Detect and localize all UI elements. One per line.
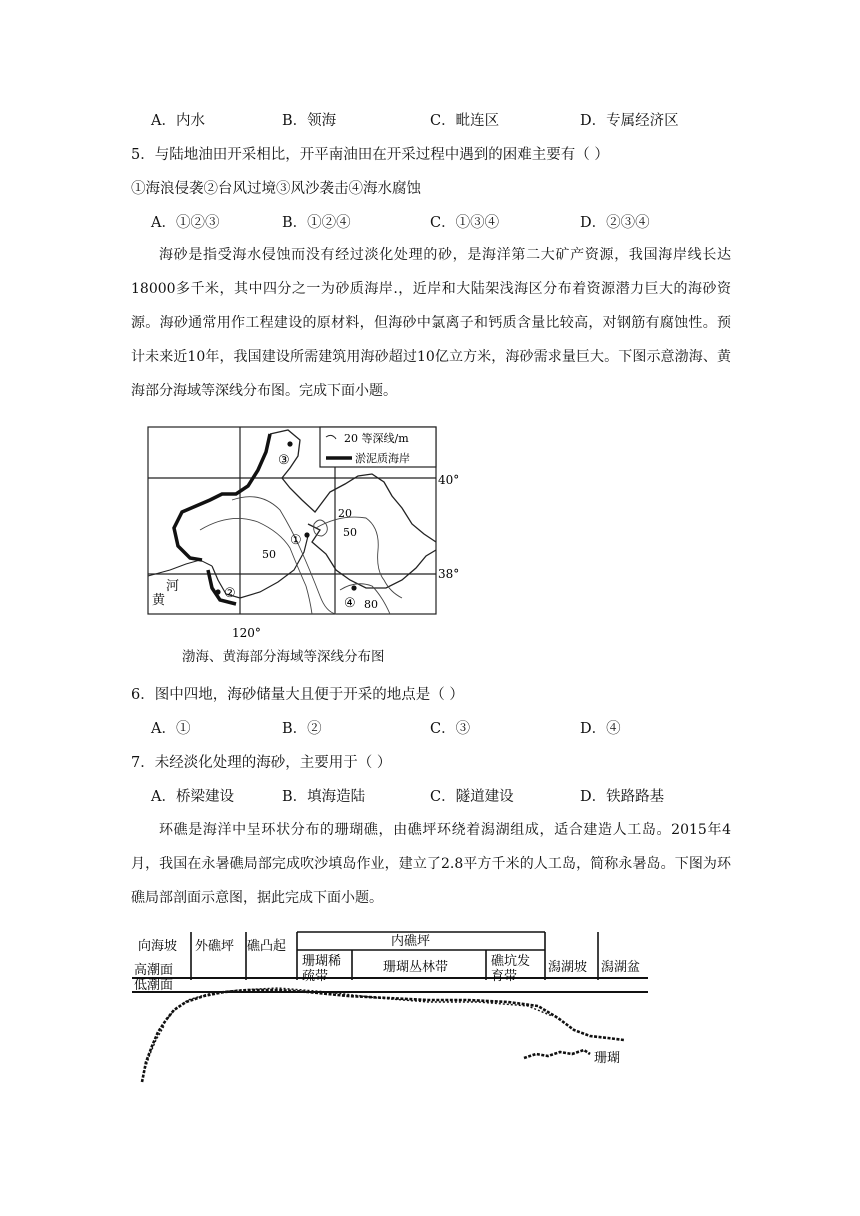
passage-atoll: 环礁是海洋中呈环状分布的珊瑚礁，由礁坪环绕着潟湖组成，适合建造人工岛。2015年4月，我国在永暑礁局部完成吹沙填岛作业，建立了2.8平方千米的人工岛，简称永暑岛。下图为环礁局部剖面示意图，据此完成下面小题。 [131, 822, 731, 906]
q7-stem: 7．未经淡化处理的海砂，主要用于（ ） [131, 755, 392, 771]
label-sparse-zone-1: 珊瑚稀 [302, 954, 342, 969]
q7-option-b[interactable]: B．填海造陆 [282, 789, 366, 805]
map-caption: 渤海、黄海部分海域等深线分布图 [182, 649, 385, 665]
legend-coast: 淤泥质海岸 [355, 452, 410, 465]
lat-label-38: 38° [438, 567, 460, 581]
label-pit-zone-1: 礁坑发 [491, 954, 531, 969]
q6-option-b[interactable]: B．② [282, 721, 322, 737]
depth-label-50: 50 [262, 548, 276, 561]
river-label-he: 河 [166, 579, 180, 594]
coastline-shandong [308, 524, 436, 588]
atoll-profile-diagram [128, 922, 658, 1092]
label-outer-flat: 外礁坪 [195, 939, 235, 954]
label-forest-zone: 珊瑚丛林带 [383, 960, 449, 975]
site-1: ① [290, 533, 302, 548]
label-inner-flat: 内礁坪 [391, 934, 431, 949]
label-high-tide: 高潮面 [134, 963, 174, 978]
reef-profile [142, 990, 624, 1082]
label-lagoon-basin: 潟湖盆 [601, 960, 641, 975]
depth-label-20: 20 [338, 507, 352, 520]
q5-items: ①海浪侵袭②台风过境③风沙袭击④海水腐蚀 [131, 181, 421, 197]
q6-option-d[interactable]: D．④ [580, 721, 621, 737]
q6-option-a[interactable]: A．① [151, 721, 191, 737]
q5-option-d[interactable]: D．②③④ [580, 215, 650, 231]
lagoon-coral [524, 1050, 590, 1058]
q6-option-c[interactable]: C．③ [430, 721, 471, 737]
lat-label-40: 40° [438, 473, 460, 487]
lon-label-120: 120° [232, 626, 261, 640]
q4-option-d[interactable]: D．专属经济区 [580, 113, 679, 129]
passage-sea-sand: 海砂是指受海水侵蚀而没有经过淡化处理的砂，是海洋第二大矿产资源，我国海岸线长达18000多千米，其中四分之一为砂质海岸.，近岸和大陆架浅海区分布着资源潜力巨大的海砂资源。海砂通常用作工程建设的原材料，但海砂中氯离子和钙质含量比较高，对钢筋有腐蚀性。预计未来近10年，我国建设所需建筑用海砂超过10亿立方米，海砂需求量巨大。下图示意渤海、黄海部分海域等深线分布图。完成下面小题。 [131, 247, 731, 399]
depth-label-50-east: 50 [343, 526, 357, 539]
river-label-huang: 黄 [152, 593, 166, 608]
label-coral: 珊瑚 [594, 1051, 621, 1066]
q5-option-c[interactable]: C．①③④ [430, 215, 500, 231]
q7-option-d[interactable]: D．铁路路基 [580, 789, 665, 805]
q5-option-b[interactable]: B．①②④ [282, 215, 351, 231]
legend-isobath: 20 等深线/m [344, 432, 409, 445]
q4-option-a[interactable]: A．内水 [151, 113, 205, 129]
q4-option-c[interactable]: C．毗连区 [430, 113, 500, 129]
q6-stem: 6．图中四地，海砂储量大且便于开采的地点是（ ） [131, 687, 464, 703]
site-4: ④ [344, 596, 356, 611]
label-low-tide: 低潮面 [134, 978, 174, 993]
q7-option-c[interactable]: C．隧道建设 [430, 789, 514, 805]
q4-option-b[interactable]: B．领海 [282, 113, 337, 129]
label-seaward-slope: 向海坡 [138, 939, 178, 954]
label-lagoon-slope: 潟湖坡 [548, 960, 588, 975]
site-3: ③ [278, 453, 290, 468]
q7-option-a[interactable]: A．桥梁建设 [151, 789, 234, 805]
depth-label-80: 80 [364, 598, 378, 611]
isobath-map [140, 420, 470, 650]
label-pit-zone-2: 育带 [491, 969, 518, 984]
q5-stem: 5．与陆地油田开采相比，开平南油田在开采过程中遇到的困难主要有（ ） [131, 147, 609, 163]
isobath-20 [232, 497, 336, 614]
q5-option-a[interactable]: A．①②③ [151, 215, 220, 231]
label-sparse-zone-2: 疏带 [302, 969, 329, 984]
site-2: ② [224, 586, 236, 601]
label-reef-rise: 礁凸起 [247, 939, 287, 954]
